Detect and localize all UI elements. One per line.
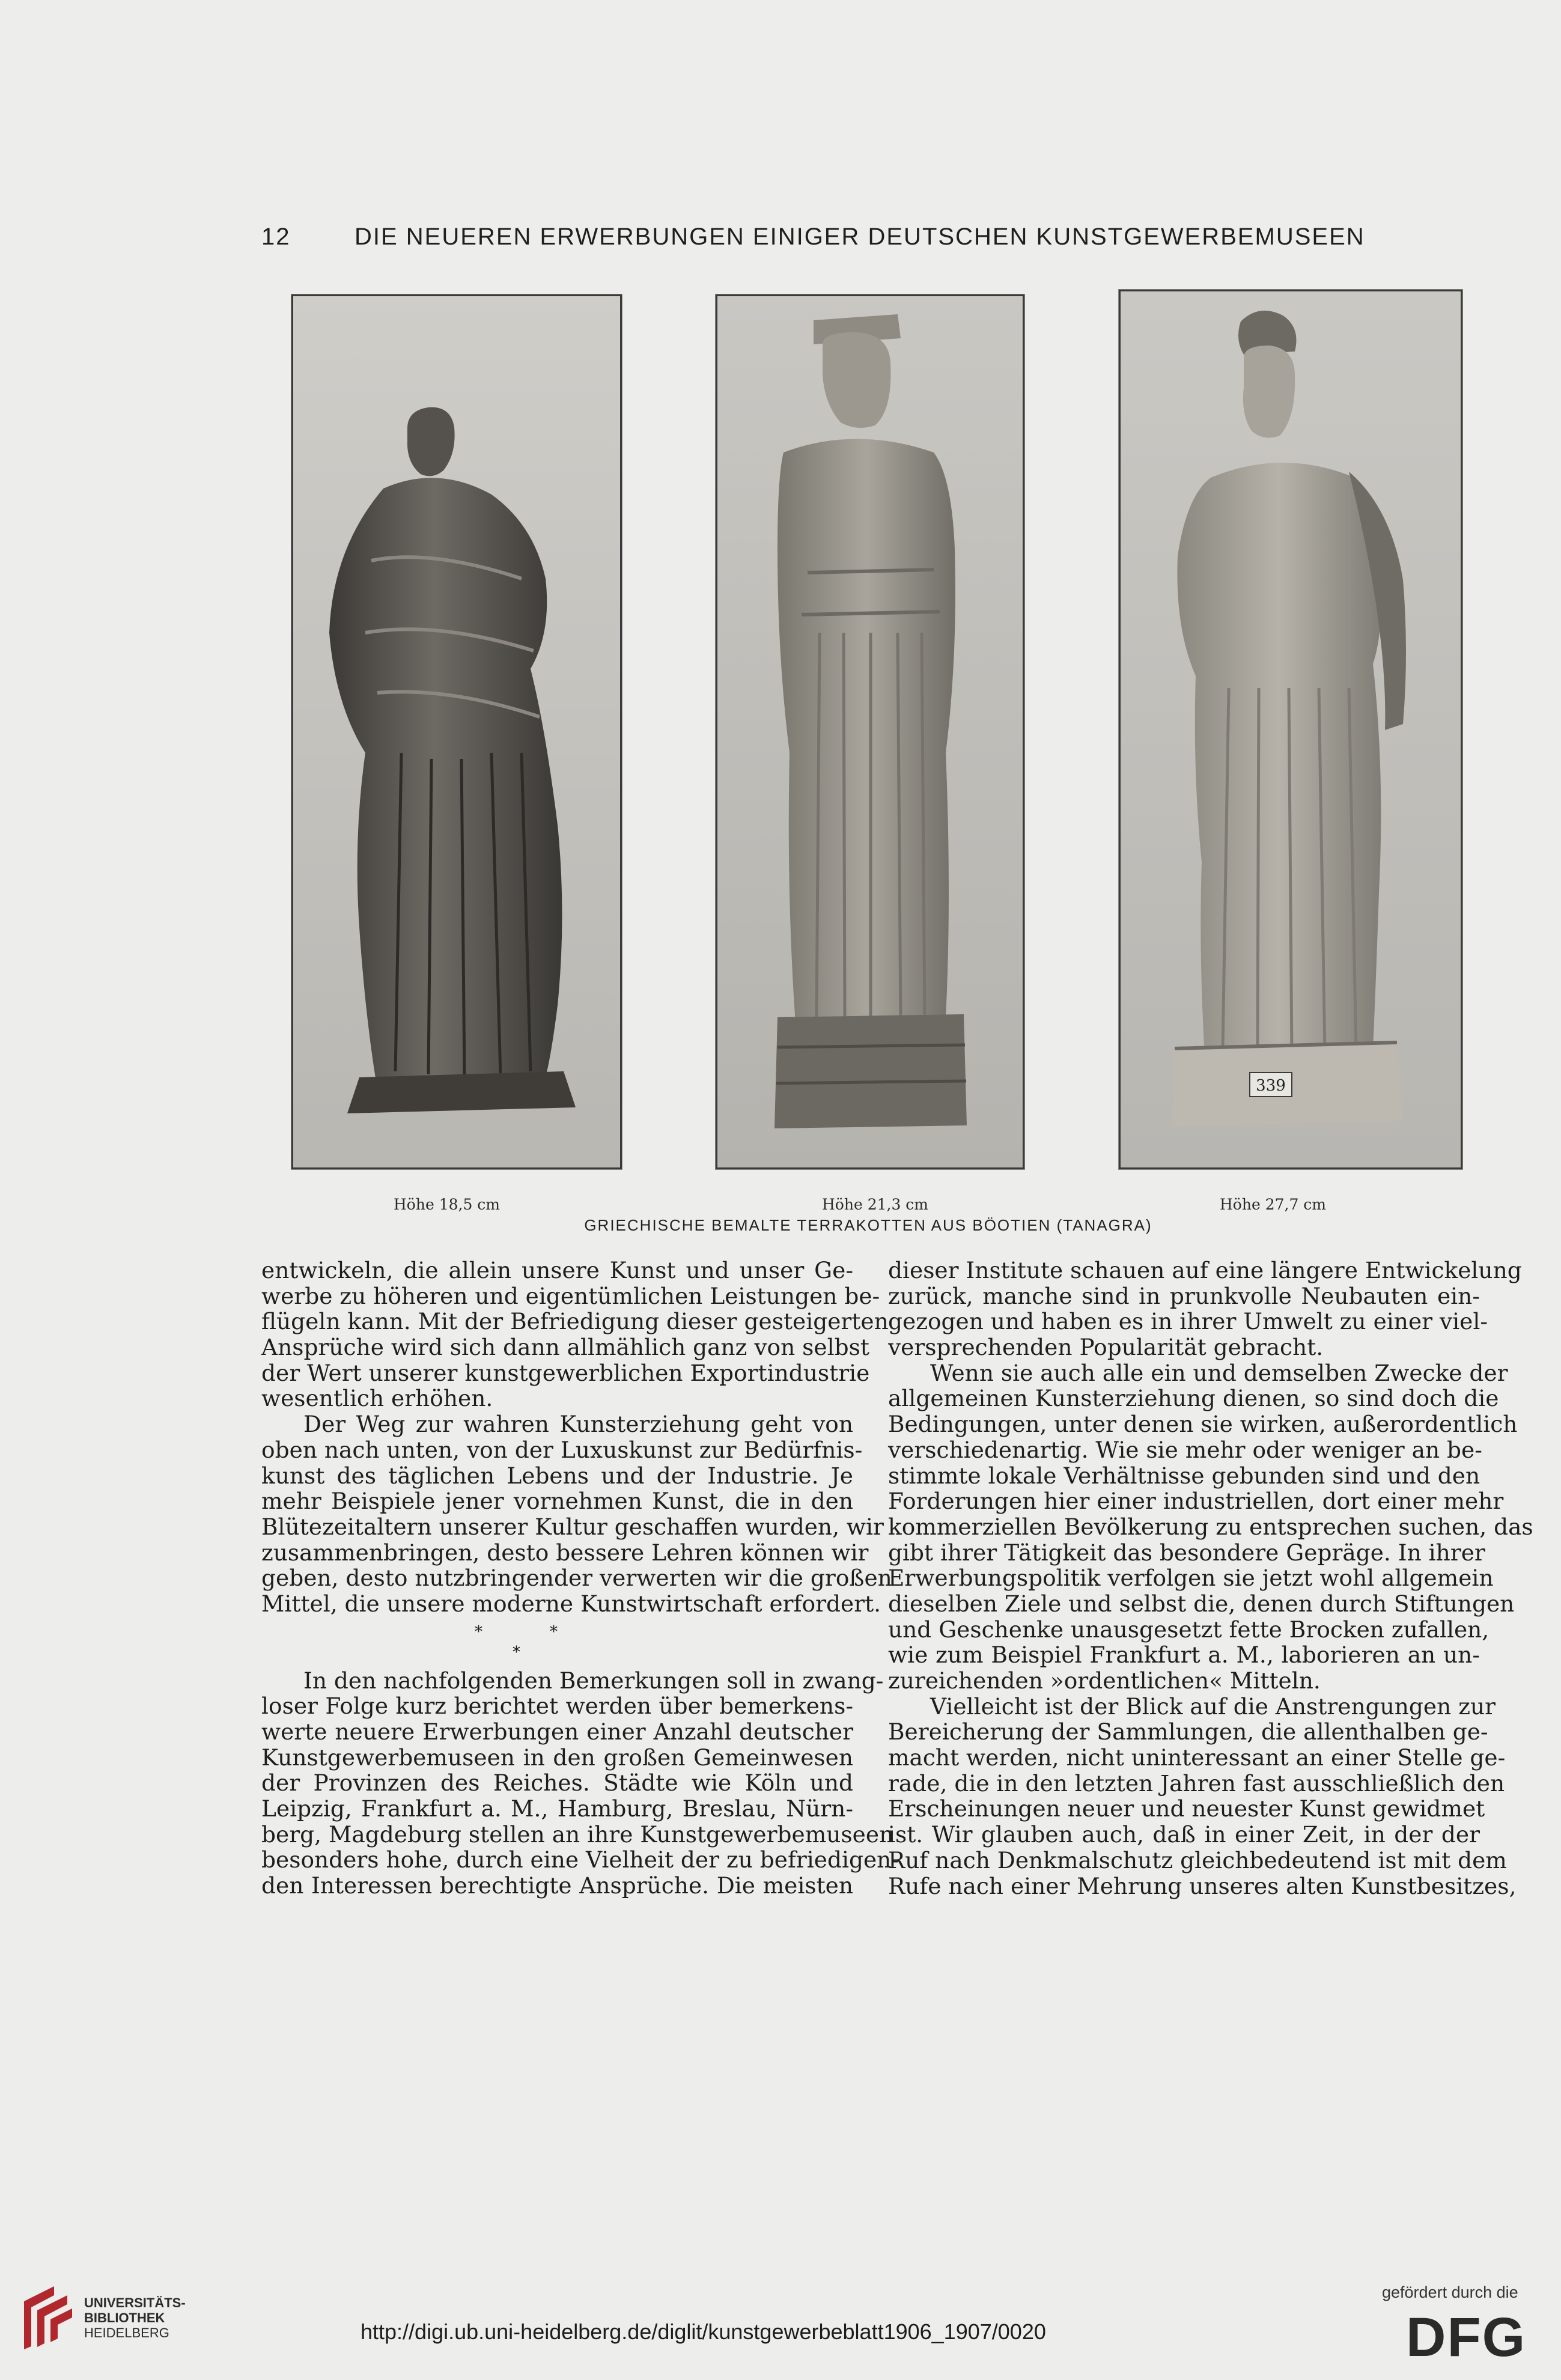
dfg-logo[interactable]: DFG bbox=[1406, 2307, 1527, 2368]
permalink-url[interactable]: http://digi.ub.uni-heidelberg.de/diglit/kunstgewerbeblatt1906_1907/0020 bbox=[361, 2319, 1046, 2344]
text-line: den Interessen berechtigte Ansprüche. Die meisten bbox=[261, 1872, 853, 1899]
height-label-3: Höhe 27,7 cm bbox=[1220, 1196, 1327, 1213]
text-line: flügeln kann. Mit der Befriedigung dieser gesteigerten bbox=[261, 1308, 889, 1335]
running-title: DIE NEUEREN ERWERBUNGEN EINIGER DEUTSCHEN KUNSTGEWERBEMUSEEN bbox=[354, 224, 1365, 250]
funding-note: gefördert durch die bbox=[1382, 2283, 1518, 2301]
text-line: geben, desto nutzbringender verwerten wir die großen bbox=[261, 1565, 892, 1592]
text-line: Vielleicht ist der Blick auf die Anstrengungen zur bbox=[930, 1693, 1496, 1720]
text-line: der Provinzen des Reiches. Städte wie Köln und bbox=[261, 1770, 853, 1797]
library-name-line: UNIVERSITÄTS- bbox=[84, 2295, 186, 2310]
height-label-1: Höhe 18,5 cm bbox=[394, 1196, 501, 1213]
text-line: Erscheinungen neuer und neuester Kunst gewidmet bbox=[888, 1795, 1485, 1822]
text-line: rade, die in den letzten Jahren fast ausschließlich den bbox=[888, 1770, 1505, 1797]
text-line: entwickeln, die allein unsere Kunst und unser Ge- bbox=[261, 1257, 853, 1283]
library-emblem-icon bbox=[18, 2283, 75, 2352]
base-inventory-label: 339 bbox=[1256, 1077, 1286, 1095]
library-name-line: HEIDELBERG bbox=[84, 2325, 169, 2340]
plate-caption: GRIECHISCHE BEMALTE TERRAKOTTEN AUS BÖOTIEN (TANAGRA) bbox=[584, 1216, 1152, 1234]
text-line: Leipzig, Frankfurt a. M., Hamburg, Breslau, Nürn- bbox=[261, 1795, 853, 1822]
text-line: allgemeinen Kunsterziehung dienen, so sind doch die bbox=[888, 1385, 1499, 1412]
text-line: wie zum Beispiel Frankfurt a. M., laborieren an un- bbox=[888, 1642, 1480, 1669]
text-line: Rufe nach einer Mehrung unseres alten Kunstbesitzes, bbox=[888, 1872, 1517, 1899]
text-column-right bbox=[888, 1257, 1533, 1899]
text-line: Mittel, die unsere moderne Kunstwirtschaft erfordert. bbox=[261, 1590, 881, 1617]
text-line: dieselben Ziele und selbst die, denen durch Stiftungen bbox=[888, 1590, 1515, 1617]
terracotta-figure-2-image bbox=[717, 296, 1023, 1167]
text-line: verschiedenartig. Wie sie mehr oder weniger an be- bbox=[888, 1436, 1482, 1463]
text-line: besonders hohe, durch eine Vielheit der zu befriedigen- bbox=[261, 1846, 899, 1873]
text-line: In den nachfolgenden Bemerkungen soll in zwang- bbox=[303, 1667, 884, 1694]
running-head bbox=[261, 224, 1403, 260]
library-name bbox=[84, 2295, 198, 2340]
height-label-2: Höhe 21,3 cm bbox=[822, 1196, 929, 1213]
text-line: gibt ihrer Tätigkeit das besondere Gepräge. In ihrer bbox=[888, 1539, 1485, 1566]
text-line: dieser Institute schauen auf eine längere Entwickelung bbox=[888, 1257, 1522, 1283]
text-line: zureichenden »ordentlichen« Mitteln. bbox=[888, 1667, 1321, 1694]
text-line: Bereicherung der Sammlungen, die allenthalben ge- bbox=[888, 1718, 1488, 1745]
text-line: zurück, manche sind in prunkvolle Neubauten ein- bbox=[888, 1282, 1480, 1309]
terracotta-figure-1-image bbox=[293, 296, 620, 1167]
section-asterism: * * * bbox=[475, 1622, 558, 1661]
photo-terracotta-figure-2 bbox=[716, 294, 1024, 1169]
photo-terracotta-figure-1 bbox=[291, 294, 622, 1169]
page-number: 12 bbox=[261, 224, 291, 250]
library-logo[interactable] bbox=[18, 2283, 192, 2355]
library-name-line: BIBLIOTHEK bbox=[84, 2310, 165, 2325]
text-line: mehr Beispiele jener vornehmen Kunst, die in den bbox=[261, 1488, 853, 1515]
text-line: stimmte lokale Verhältnisse gebunden sind und den bbox=[888, 1462, 1480, 1489]
text-line: kunst des täglichen Lebens und der Industrie. Je bbox=[261, 1462, 853, 1489]
text-line: wesentlich erhöhen. bbox=[261, 1385, 493, 1412]
text-line: gezogen und haben es in ihrer Umwelt zu einer viel- bbox=[888, 1308, 1488, 1335]
text-line: Blütezeitaltern unserer Kultur geschaffen wurden, wir bbox=[261, 1513, 884, 1540]
text-line: und Geschenke unausgesetzt fette Brocken zufallen, bbox=[888, 1616, 1489, 1643]
text-line: werte neuere Erwerbungen einer Anzahl deutscher bbox=[261, 1718, 853, 1745]
text-line: der Wert unserer kunstgewerblichen Exportindustrie bbox=[261, 1359, 870, 1386]
photo-terracotta-figure-3 bbox=[1119, 290, 1462, 1169]
text-line: Ansprüche wird sich dann allmählich ganz von selbst bbox=[261, 1334, 869, 1361]
text-line: versprechenden Popularität gebracht. bbox=[888, 1334, 1324, 1361]
text-line: Der Weg zur wahren Kunsterziehung geht von bbox=[303, 1411, 853, 1438]
text-line: Kunstgewerbemuseen in den großen Gemeinwesen bbox=[261, 1744, 853, 1771]
text-line: Wenn sie auch alle ein und demselben Zwecke der bbox=[930, 1359, 1508, 1386]
text-line: loser Folge kurz berichtet werden über bemerkens- bbox=[261, 1693, 853, 1720]
text-line: oben nach unten, von der Luxuskunst zur Bedürfnis- bbox=[261, 1436, 863, 1463]
text-line: werbe zu höheren und eigentümlichen Leistungen be- bbox=[261, 1282, 880, 1309]
terracotta-figure-3-image bbox=[1121, 291, 1461, 1167]
text-line: Forderungen hier einer industriellen, dort einer mehr bbox=[888, 1488, 1504, 1515]
text-line: Bedingungen, unter denen sie wirken, außerordentlich bbox=[888, 1411, 1518, 1438]
text-line: macht werden, nicht uninteressant an einer Stelle ge- bbox=[888, 1744, 1506, 1771]
text-line: ist. Wir glauben auch, daß in einer Zeit, in der der bbox=[888, 1821, 1480, 1848]
text-line: berg, Magdeburg stellen an ihre Kunstgewerbemuseen bbox=[261, 1821, 894, 1848]
text-column-left bbox=[261, 1257, 899, 1899]
text-line: Ruf nach Denkmalschutz gleichbedeutend ist mit dem bbox=[888, 1846, 1507, 1873]
text-line: kommerziellen Bevölkerung zu entsprechen suchen, das bbox=[888, 1513, 1533, 1540]
text-line: zusammenbringen, desto bessere Lehren können wir bbox=[261, 1539, 869, 1566]
text-line: Erwerbungspolitik verfolgen sie jetzt wohl allgemein bbox=[888, 1565, 1494, 1592]
